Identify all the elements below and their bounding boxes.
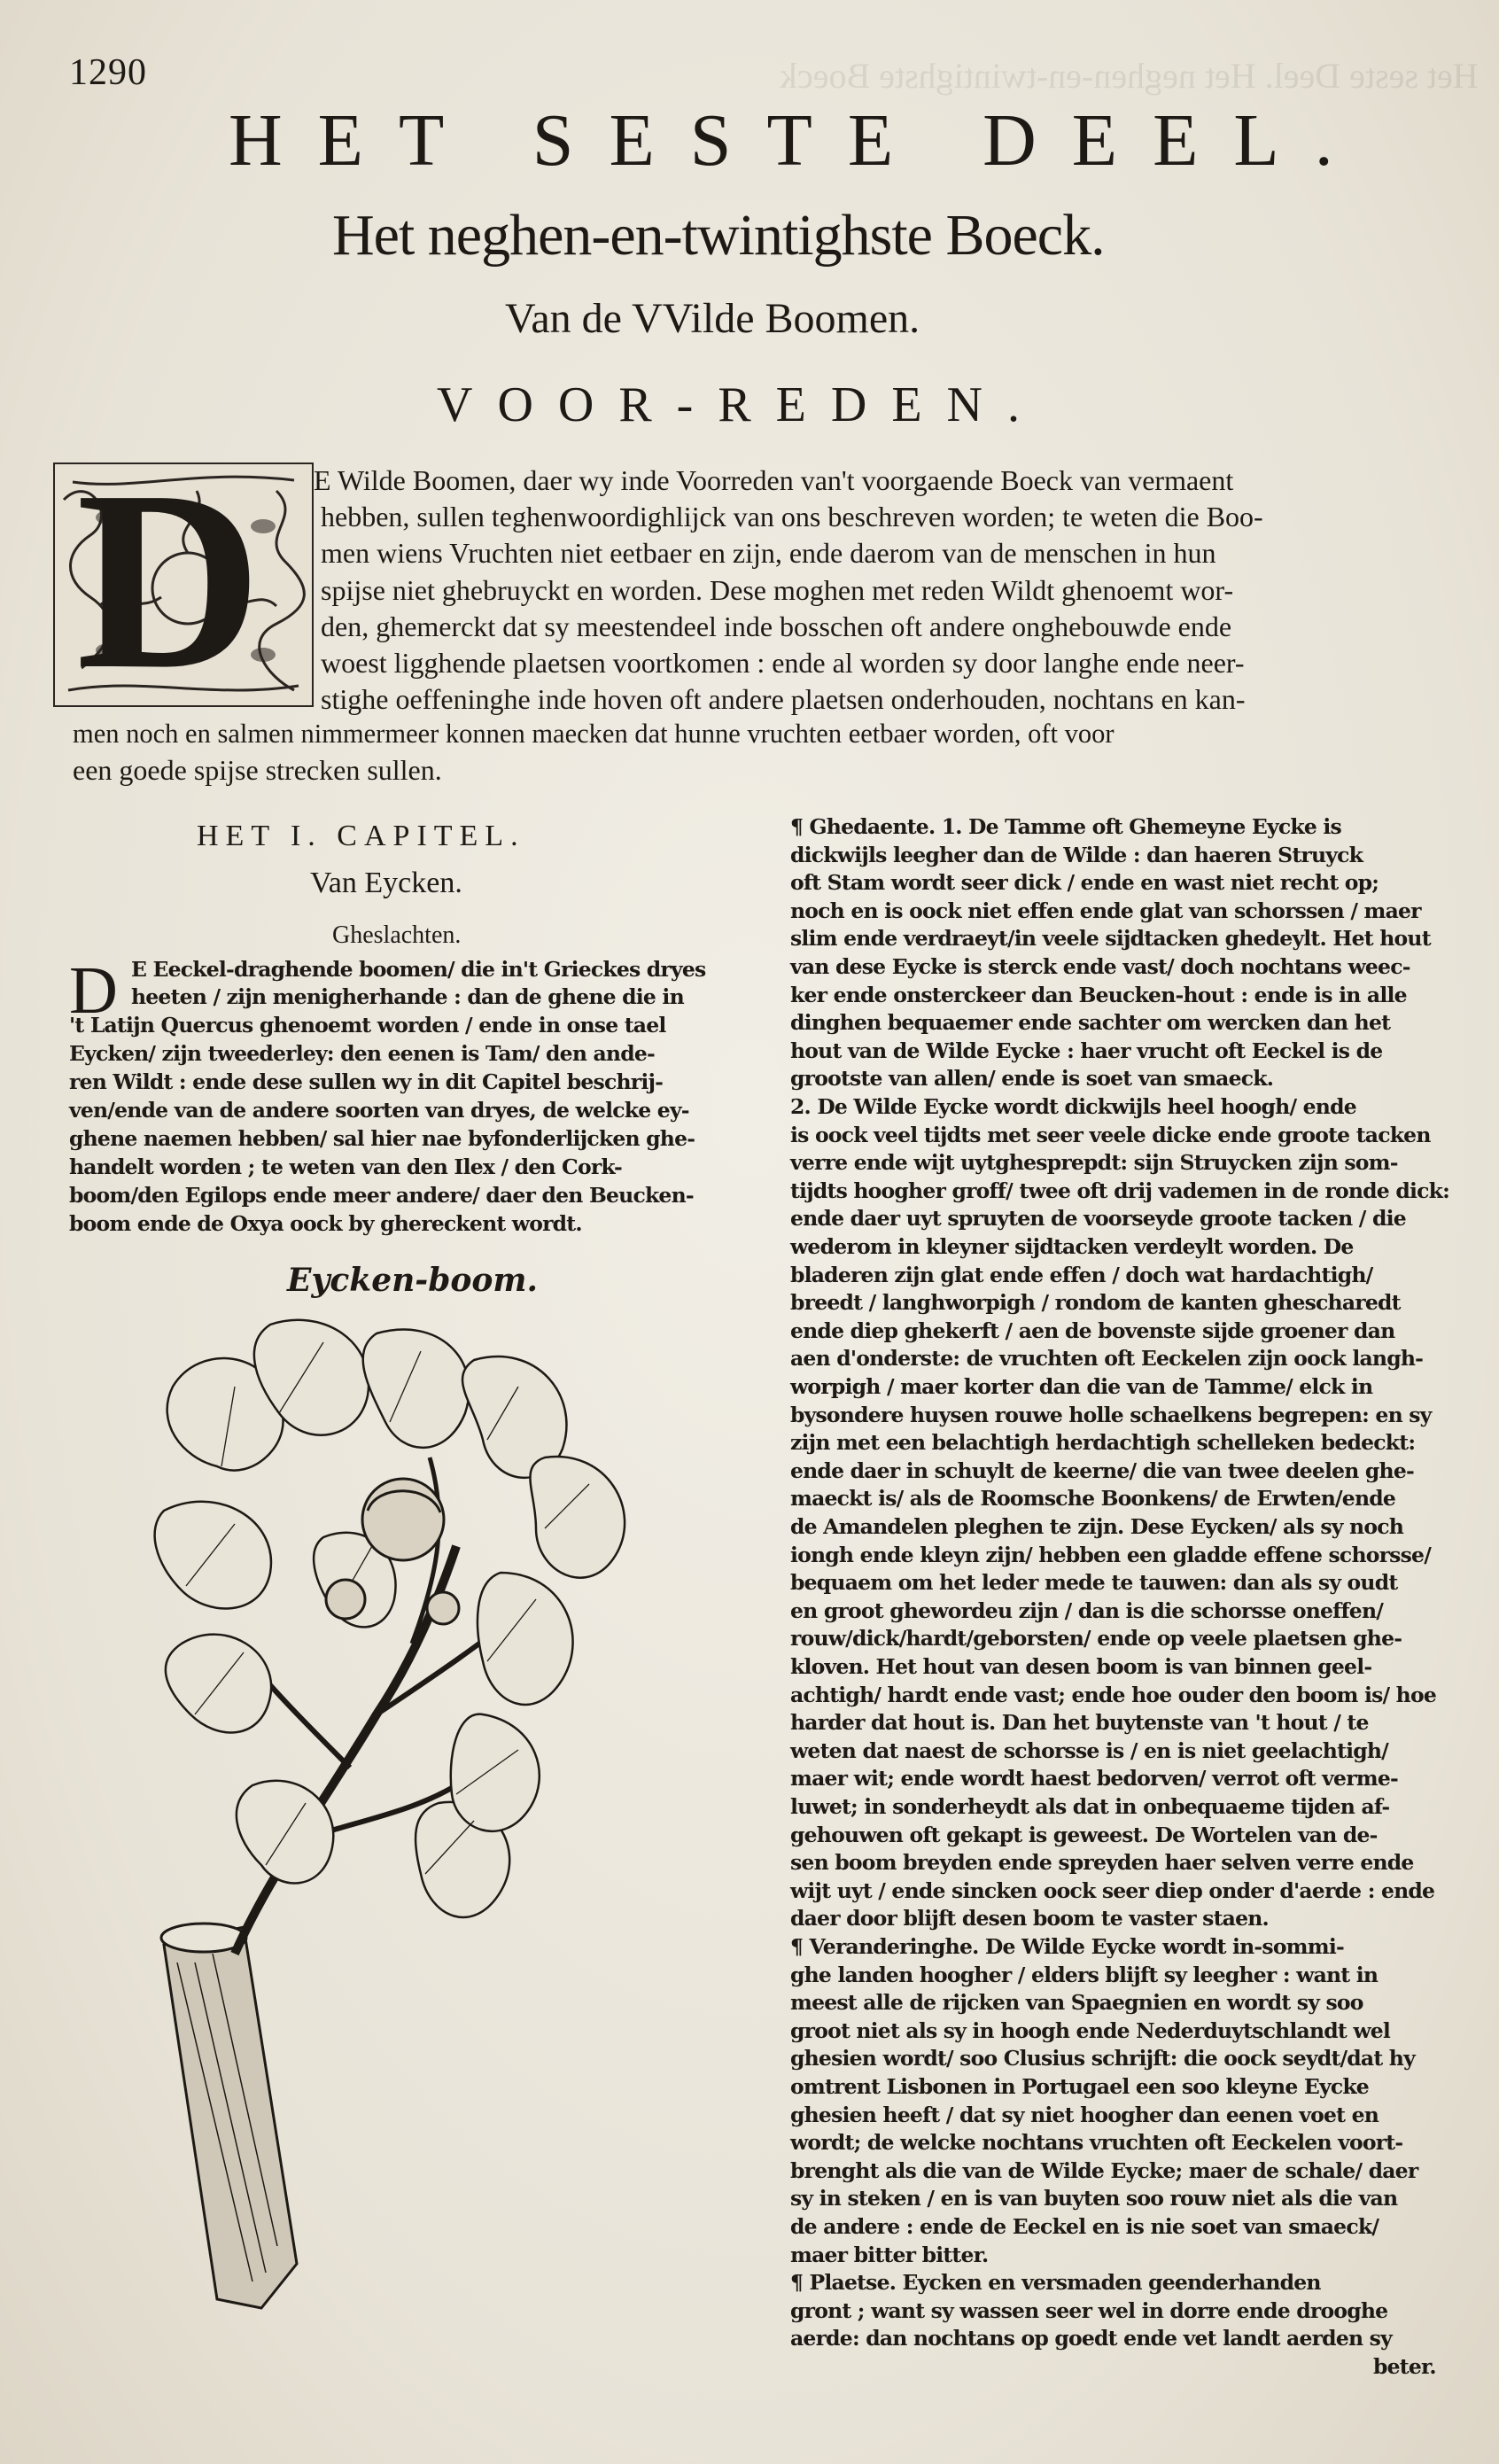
book-subheading: Van de VVilde Boomen.	[505, 295, 920, 342]
right-text-line: bysondere huysen rouwe holle schaelkens begrepen: en sy	[790, 1402, 1432, 1427]
preface-line: woest ligghende plaetsen voortkomen : ende al worden sy door langhe ende neer-	[321, 647, 1245, 679]
preface-line: hebben, sullen teghenwoordighlijck van ons beschreven worden; te weten die Boo-	[321, 501, 1263, 532]
right-text-line: ende daer uyt spruyten de voorseyde groote tacken / die	[790, 1206, 1406, 1232]
right-text-line: de Amandelen pleghen te zijn. Dese Eycken/ als sy noch	[790, 1514, 1404, 1539]
right-text-line: iongh ende kleyn zijn/ hebben een gladde effene schorsse/	[790, 1542, 1431, 1567]
preface-line: stighe oeffeninghe inde hoven oft andere plaetsen onderhouden, nochtans en kan-	[321, 683, 1246, 715]
right-text-line: en groot ghewordeu zijn / dan is die schorsse oneffen/	[790, 1597, 1384, 1623]
right-text-line: wederom in kleyner sijdtacken verdeylt worden. De	[790, 1234, 1354, 1259]
right-text-line: oft Stam wordt seer dick / ende en wast niet recht op;	[790, 870, 1379, 896]
right-text-line: brenght als die van de Wilde Eycke; maer de schale/ daer	[790, 2157, 1418, 2183]
right-text-line: van dese Eycke is sterck ende vast/ doch nochtans weec-	[790, 954, 1410, 979]
right-text-line: hout van de Wilde Eycke : haer vrucht oft Eeckel is de	[790, 1038, 1383, 1063]
right-text-line: ghe landen hoogher / elders blijft sy leegher : want in	[790, 1962, 1379, 1987]
left-text-line: boom ende de Oxya oock by ghereckent wordt.	[69, 1211, 582, 1236]
preface-line: een goede spijse strecken sullen.	[73, 754, 442, 786]
oak-branch-illustration	[146, 1307, 731, 2352]
right-text-line: dinghen bequaemer ende sachter om wercken dan het	[790, 1010, 1391, 1036]
chapter-initial: D	[69, 953, 118, 1028]
left-text-line: Eycken/ zijn tweederley: den eenen is Tam/ den ande-	[69, 1041, 655, 1066]
right-text-line: de andere : ende de Eeckel en is nie soet van smaeck/	[790, 2214, 1379, 2239]
preface-line: den, ghemerckt dat sy meestendeel inde bosschen oft andere onghebouwde ende	[321, 610, 1232, 642]
preface-line: E Wilde Boomen, daer wy inde Voorreden van't voorgaende Boeck van vermaent	[314, 464, 1234, 496]
right-text-line: aerde: dan nochtans op goedt ende vet landt aerden sy	[790, 2326, 1392, 2351]
page-number: 1290	[69, 52, 147, 93]
right-text-line: meest alle de rijcken van Spaegnien en wordt sy soo	[790, 1990, 1363, 2016]
right-text-line: bequaem om het leder mede te tauwen: dan als sy oudt	[790, 1570, 1398, 1596]
right-text-line: aen d'onderste: de vruchten oft Eeckelen zijn oock langh-	[790, 1346, 1424, 1372]
left-text-line: ren Wildt : ende dese sullen wy in dit Capitel beschrij-	[69, 1069, 664, 1094]
preface-line: men wiens Vruchten niet eetbaer en zijn, ende daerom van de menschen in hun	[321, 537, 1216, 569]
right-text-line: rouw/dick/hardt/geborsten/ ende op veele plaetsen ghe-	[790, 1626, 1402, 1652]
right-text-line: sy in steken / en is van buyten soo rouw niet als die van	[790, 2186, 1398, 2211]
right-text-line: ¶ Plaetse. Eycken en versmaden geenderhanden	[790, 2270, 1321, 2296]
right-text-line: daer door blijft desen boom te vaster staen.	[790, 1906, 1269, 1932]
chapter-title: HET I. CAPITEL.	[197, 820, 525, 852]
part-heading: HET SESTE DEEL.	[229, 99, 1369, 182]
right-text-line: weten dat naest de schorsse is / en is niet geelachtigh/	[790, 1737, 1388, 1763]
right-text-line: harder dat hout is. Dan het buytenste van 't hout / te	[790, 1710, 1369, 1736]
book-heading: Het neghen-en-twintighste Boeck.	[332, 203, 1105, 268]
right-text-line: groot niet als sy in hoogh ende Nederduytschlandt wel	[790, 2017, 1391, 2043]
right-text-line: luwet; in sonderheydt als dat in onbequaeme tijden af-	[790, 1794, 1390, 1819]
right-text-line: ¶ Ghedaente. 1. De Tamme oft Ghemeyne Eycke is	[790, 814, 1341, 839]
right-text-line: ker ende onsterckeer dan Beucken-hout : ende is in alle	[790, 982, 1407, 1007]
left-text-line: ghene naemen hebben/ sal hier nae byfonderlijcken ghe-	[69, 1126, 695, 1151]
right-text-line: tijdts hoogher groff/ twee oft drij vademen in de ronde dick:	[790, 1178, 1449, 1203]
left-text-line: heeten / zijn menigherhande : dan de ghene die in	[131, 984, 684, 1009]
right-text-line: ¶ Veranderinghe. De Wilde Eycke wordt in-sommi-	[790, 1934, 1344, 1959]
figure-caption: Eycken-boom.	[287, 1262, 539, 1299]
right-text-line: maeckt is/ als de Roomsche Boonkens/ de Erwten/ende	[790, 1486, 1396, 1512]
right-text-line: kloven. Het hout van desen boom is van binnen geel-	[790, 1654, 1372, 1679]
left-text-line: 't Latijn Quercus ghenoemt worden / ende in onse tael	[69, 1013, 666, 1038]
right-text-line: zijn met een belachtigh herdachtigh schelleken bedeckt:	[790, 1430, 1416, 1456]
right-text-line: maer wit; ende wordt haest bedorven/ verrot oft verme-	[790, 1766, 1398, 1792]
preface-line: spijse niet ghebruyckt en worden. Dese moghen met reden Wildt ghenoemt wor-	[321, 574, 1234, 606]
left-text-line: ven/ende van de andere soorten van dryes, de welcke ey-	[69, 1098, 689, 1123]
left-text-line: handelt worden ; te weten van den Ilex / den Cork-	[69, 1154, 622, 1179]
right-text-line: breedt / langhworpigh / rondom de kanten ghescharedt	[790, 1290, 1401, 1316]
left-text-line: boom/den Egilops ende meer andere/ daer den Beucken-	[69, 1183, 694, 1208]
right-text-line: maer bitter bitter.	[790, 2242, 989, 2267]
right-text-line: gront ; want sy wassen seer wel in dorre ende drooghe	[790, 2297, 1388, 2323]
right-text-line: omtrent Lisbonen in Portugael een soo kleyne Eycke	[790, 2074, 1369, 2099]
right-text-line: beter.	[1373, 2354, 1436, 2379]
right-text-line: slim ende verdraeyt/in veele sijdtacken ghedeylt. Het hout	[790, 926, 1431, 952]
chapter-subtitle: Van Eycken.	[310, 867, 462, 899]
right-text-line: verre ende wijt uytghesprepdt: sijn Struycken zijn som-	[790, 1150, 1398, 1176]
right-text-line: 2. De Wilde Eycke wordt dickwijls heel hoogh/ ende	[790, 1094, 1356, 1119]
right-text-line: ghesien heeft / dat sy niet hoogher dan eenen voet en	[790, 2102, 1379, 2127]
decorated-initial	[53, 438, 314, 722]
right-text-line: sen boom breyden ende spreyden haer selven verre ende	[790, 1850, 1414, 1876]
right-text-line: achtigh/ hardt ende vast; ende hoe ouder den boom is/ hoe	[790, 1682, 1436, 1707]
right-text-line: gehouwen oft gekapt is geweest. De Wortelen van de-	[790, 1822, 1378, 1847]
right-text-line: bladeren zijn glat ende effen / doch wat hardachtigh/	[790, 1262, 1373, 1287]
bleed-through-text: Het seste Deel. Het neghen-en-twintighste Boeck	[780, 56, 1479, 96]
right-text-line: is oock veel tijdts met seer veele dicke ende groote tacken	[790, 1122, 1431, 1147]
initial-letter: D	[76, 438, 262, 722]
right-text-line: noch en is oock niet effen ende glat van schorssen / maer	[790, 898, 1421, 923]
right-text-line: ghesien wordt/ soo Clusius schrijft: die oock seydt/dat hy	[790, 2046, 1415, 2071]
right-text-line: ende daer in schuylt de keerne/ die van twee deelen ghe-	[790, 1457, 1414, 1483]
right-text-line: dickwijls leegher dan de Wilde : dan haeren Struyck	[790, 842, 1363, 867]
section-heading: Gheslachten.	[332, 921, 462, 949]
right-text-line: wijt uyt / ende sincken oock seer diep onder d'aerde : ende	[790, 1877, 1435, 1903]
right-text-line: grootste van allen/ ende is soet van smaeck.	[790, 1066, 1274, 1092]
preface-line: men noch en salmen nimmermeer konnen maecken dat hunne vruchten eetbaer worden, oft voor	[73, 719, 1115, 749]
right-text-line: wordt; de welcke nochtans vruchten oft Eeckelen voort-	[790, 2130, 1403, 2156]
right-text-line: ende diep ghekerft / aen de bovenste sijde groener dan	[790, 1318, 1395, 1343]
preface-heading: VOOR-REDEN.	[437, 377, 1045, 432]
right-text-line: worpigh / maer korter dan die van de Tamme/ elck in	[790, 1374, 1373, 1399]
left-text-line: E Eeckel-draghende boomen/ die in't Grieckes dryes	[131, 957, 706, 982]
